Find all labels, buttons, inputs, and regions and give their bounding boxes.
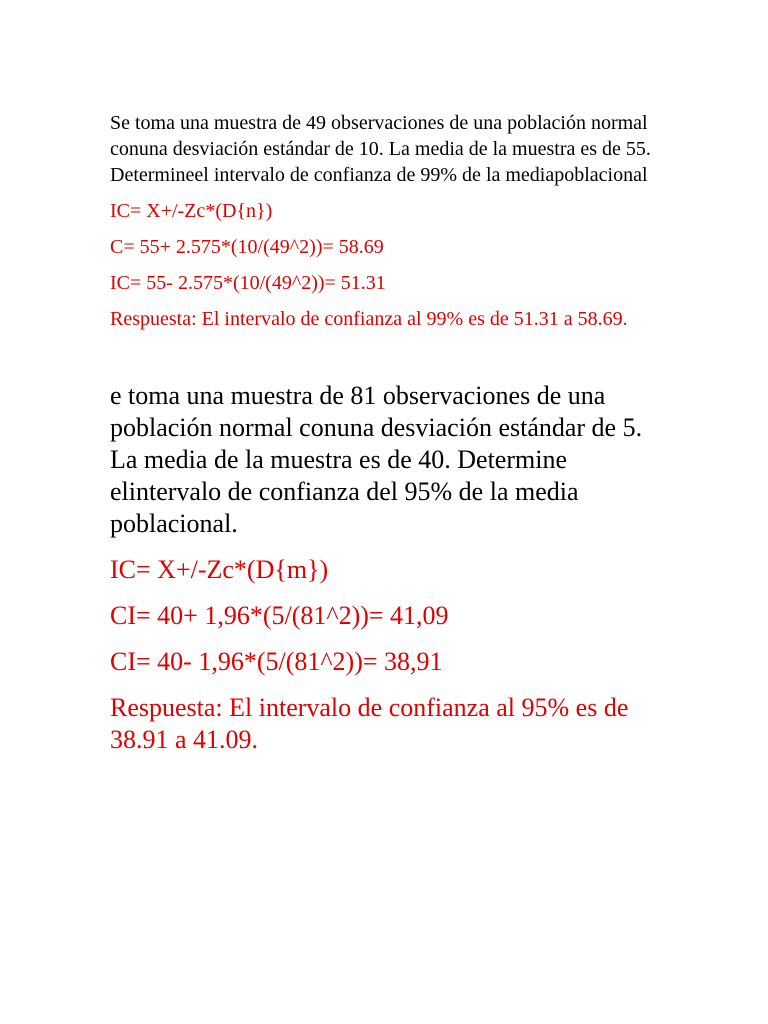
document-page [110,110,670,756]
problem-2-answer: Respuesta: El intervalo de confianza al 95% es de 38.91 a 41.09. [110,693,629,754]
problem-2-formula: IC= X+/-Zc*(D{m}) [110,555,329,584]
problem-2-lower-bound: CI= 40- 1,96*(5/(81^2))= 38,91 [110,647,443,676]
problem-1-formula: IC= X+/-Zc*(D{n}) [110,200,273,222]
problem-1-lower-bound: IC= 55- 2.575*(10/(49^2))= 51.31 [110,272,386,294]
problem-2-upper-bound: CI= 40+ 1,96*(5/(81^2))= 41,09 [110,601,449,630]
problem-2-statement: e toma una muestra de 81 observaciones de una población normal conuna desviación estándar de 5. La media de la muestra es de 40. Determine elintervalo de confianza del 95% de la media poblacional. [110,381,643,538]
problem-1 [110,110,670,332]
problem-1-statement: Se toma una muestra de 49 observaciones de una población normal conuna desviación estándar de 10. La media de la muestra es de 55. Determineel intervalo de confianza de 99% de la mediapoblacional [110,112,651,186]
problem-1-upper-bound: C= 55+ 2.575*(10/(49^2))= 58.69 [110,236,384,258]
problem-1-answer: Respuesta: El intervalo de confianza al 99% es de 51.31 a 58.69. [110,308,628,330]
problem-2 [110,380,670,756]
